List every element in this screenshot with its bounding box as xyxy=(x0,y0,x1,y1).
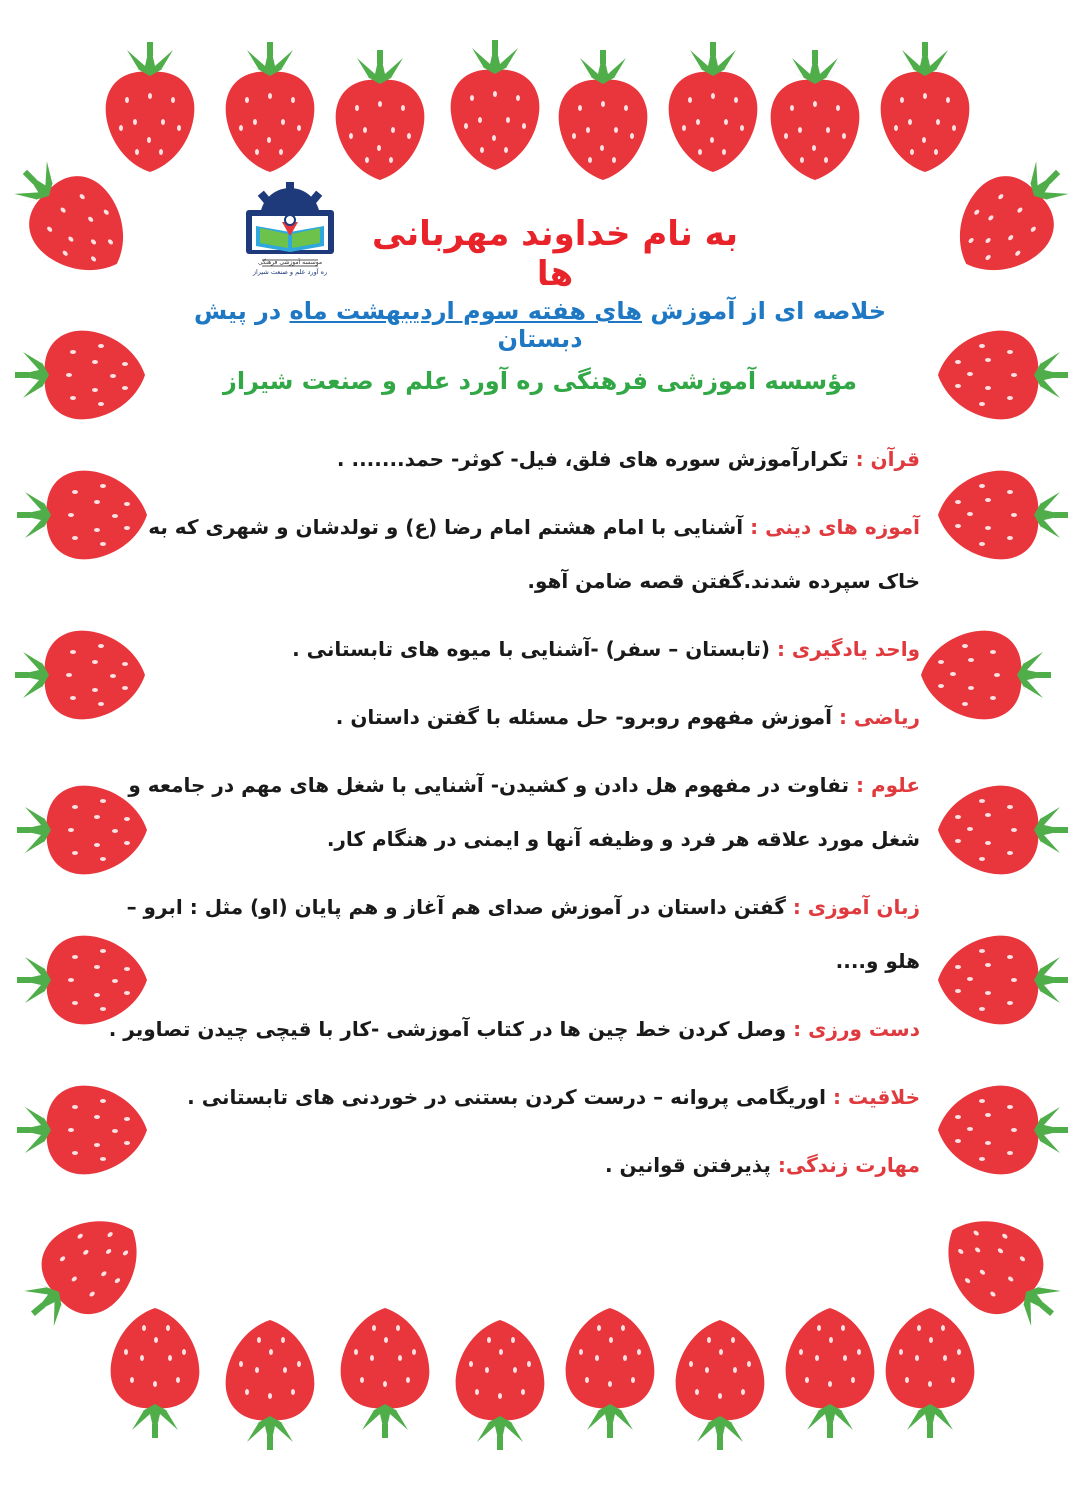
strawberry-icon xyxy=(658,40,768,180)
strawberry-icon xyxy=(930,1075,1070,1185)
institute-name: مؤسسه آموزشی فرهنگی ره آورد علم و صنعت شیراز xyxy=(223,367,857,395)
summary-part-3: در پیش دبستان xyxy=(193,297,583,353)
lesson-item-quran xyxy=(108,432,920,486)
lesson-label: مهارت زندگی: xyxy=(777,1153,920,1177)
lesson-text: پذیرفتن قوانین . xyxy=(604,1153,778,1177)
lesson-list xyxy=(108,432,920,1206)
svg-text:ره آورد علم و صنعت شیراز: ره آورد علم و صنعت شیراز xyxy=(252,268,328,276)
strawberry-icon xyxy=(870,40,980,180)
lesson-text: آشنایی با امام هشتم امام رضا (ع) و تولدشان و شهری که به خاک سپرده شدند.گفتن قصه ضامن آهو. xyxy=(148,515,920,593)
strawberry-icon xyxy=(100,1300,210,1440)
strawberry-icon xyxy=(445,1312,555,1452)
lesson-text: گفتن داستان در آموزش صدای هم آغاز و هم پایان (او) مثل : ابرو – هلو و.... xyxy=(126,895,920,973)
strawberry-icon xyxy=(775,1300,885,1440)
lesson-text: تفاوت در مفهوم هل دادن و کشیدن- آشنایی با شغل های مهم در جامعه و شغل مورد علاقه هر فرد و وظیفه آنها و ایمنی در هنگام کار. xyxy=(128,773,920,851)
strawberry-icon xyxy=(325,48,435,188)
summary-part-2: های هفته سوم اردیبهشت ماه xyxy=(289,297,642,325)
lesson-item-handcraft xyxy=(108,1002,920,1056)
lesson-item-language xyxy=(108,880,920,988)
lesson-label: زبان آموزی : xyxy=(792,895,920,919)
lesson-text: (تابستان – سفر) -آشنایی با میوه های تابستانی . xyxy=(292,637,777,661)
lesson-item-religious xyxy=(108,500,920,608)
institute-logo xyxy=(232,180,348,285)
strawberry-icon xyxy=(215,1312,325,1452)
lesson-item-math xyxy=(108,690,920,744)
lesson-label: واحد یادگیری : xyxy=(776,637,920,661)
lesson-item-learning-unit xyxy=(108,622,920,676)
page-title: به نام خداوند مهربانی ها xyxy=(371,214,739,294)
strawberry-icon xyxy=(930,460,1070,570)
strawberry-icon xyxy=(440,38,550,178)
strawberry-icon xyxy=(215,40,325,180)
strawberry-icon xyxy=(930,775,1070,885)
strawberry-icon xyxy=(930,925,1070,1035)
strawberry-icon xyxy=(555,1300,665,1440)
lesson-item-creativity xyxy=(108,1070,920,1124)
summary-part-1: خلاصه ای از آموزش xyxy=(642,297,887,325)
strawberry-icon xyxy=(95,40,205,180)
lesson-text: وصل کردن خط چین ها در کتاب آموزشی -کار با قیچی چیدن تصاویر . xyxy=(108,1017,794,1041)
lesson-item-science xyxy=(108,758,920,866)
lesson-label: خلاقیت : xyxy=(833,1085,920,1109)
strawberry-icon xyxy=(330,1300,440,1440)
strawberry-icon xyxy=(760,48,870,188)
strawberry-icon xyxy=(913,620,1053,730)
lesson-label: ریاضی : xyxy=(838,705,920,729)
lesson-label: علوم : xyxy=(856,773,920,797)
lesson-text: اوریگامی پروانه – درست کردن بستنی در خوردنی های تابستانی . xyxy=(187,1085,833,1109)
lesson-label: دست ورزی : xyxy=(793,1017,920,1041)
strawberry-icon xyxy=(930,320,1070,430)
strawberry-icon xyxy=(13,320,153,430)
lesson-label: قرآن : xyxy=(855,447,920,471)
strawberry-icon xyxy=(548,48,658,188)
lesson-text: آموزش مفهوم روبرو- حل مسئله با گفتن داستان . xyxy=(335,705,839,729)
summary-heading xyxy=(150,297,930,353)
strawberry-icon xyxy=(665,1312,775,1452)
lesson-text: تکرارآموزش سوره های فلق، فیل- کوثر- حمد....... . xyxy=(336,447,856,471)
lesson-label: آموزه های دینی : xyxy=(750,515,920,539)
strawberry-icon xyxy=(875,1300,985,1440)
lesson-item-life-skills xyxy=(108,1138,920,1192)
svg-text:موسسه آموزشی فرهنگی: موسسه آموزشی فرهنگی xyxy=(257,259,323,266)
